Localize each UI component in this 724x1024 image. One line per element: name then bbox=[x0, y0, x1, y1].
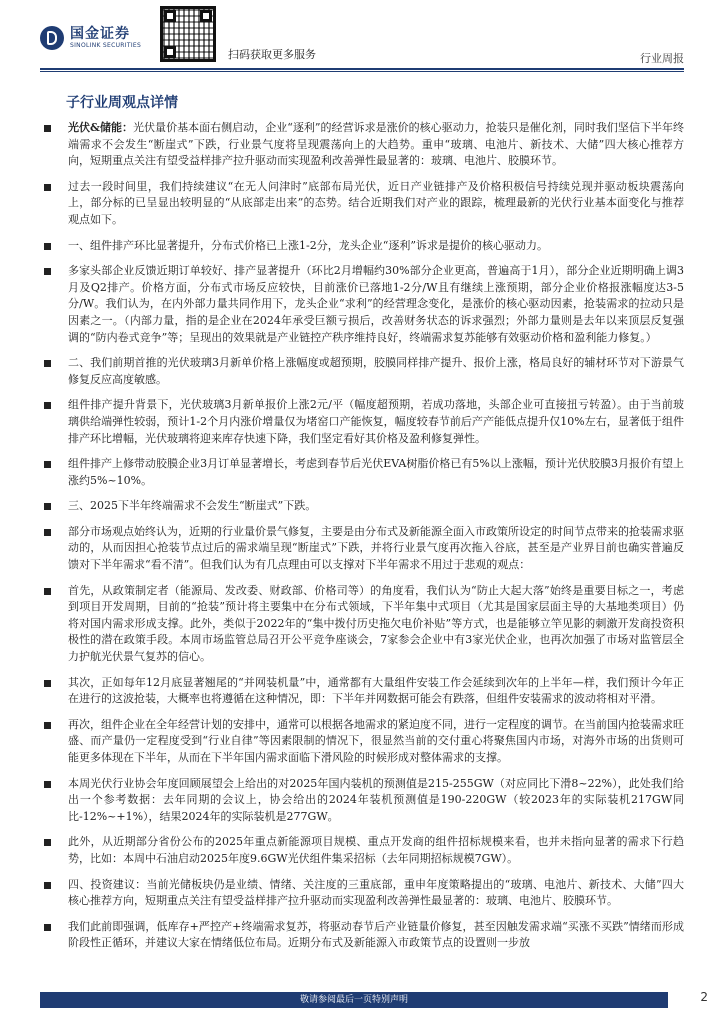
bullet-icon bbox=[44, 268, 51, 275]
bullet-icon bbox=[44, 529, 51, 536]
bullet-icon bbox=[44, 680, 51, 687]
paragraph bbox=[44, 583, 684, 666]
paragraph-text: 部分市场观点始终认为，近期的行业量价景气修复，主要是由分布式及新能源全面入市政策所设定的时间节点带来的抢装需求驱动的，从而因担心抢装节点过后的需求端呈现“断崖式”下跌，并将行业景气度再次拖入谷底，甚至是产业界目前也确实普遍反馈对下半年需求“看不清”。但我们认为有几点理由可以支撑对下半年需求不用过于悲观的观点： bbox=[68, 524, 684, 572]
bullet-icon bbox=[44, 924, 51, 931]
paragraph-lead: 光伏&储能： bbox=[68, 121, 134, 134]
bullet-icon bbox=[44, 184, 51, 191]
paragraph bbox=[44, 397, 684, 447]
qr-code-icon bbox=[160, 6, 216, 62]
paragraph bbox=[44, 524, 684, 574]
paragraph bbox=[44, 834, 684, 867]
paragraph bbox=[44, 877, 684, 910]
paragraph-text: 组件排产提升背景下，光伏玻璃3月新单报价上涨2元/平（幅度超预期，若成功落地，头部企业可直接扭亏转盈）。由于当前玻璃供给端弹性较弱，预计1-2个月内涨价增量仅为堵窑口产能恢复，幅度较春节前后产产能低点提升仅10%左右，显著低于组件排产环比增幅，光伏玻璃将迎来库存快速下降，我们坚定看好其价格及盈利修复弹性。 bbox=[68, 398, 684, 445]
paragraph-text: 二、我们前期首推的光伏玻璃3月新单价格上涨幅度或超预期，胶膜同样排产提升、报价上涨，格局良好的辅材环节对下游景气修复反应高度敏感。 bbox=[68, 356, 684, 386]
paragraph-text: 多家头部企业反馈近期订单较好、排产显著提升（环比2月增幅约30%部分企业更高，普遍高于1月），部分企业近期明确上调3月及Q2排产。价格方面，分布式市场反应较快，目前涨价已落地1-2分/W且有继续上涨预期，部分企业价格报涨幅度达3-5分/W。我们认为，在内外部力量共同作用下，龙头企业“求利”的经营理念变化，是涨价的核心驱动因素，抢装需求的拉动只是因素之一。（内部力量，指的是企业在2024年承受巨额亏损后，改善财务状态的诉求强烈；外部力量则是去年以来顶层反复强调的“防内卷式竞争”等；呈现出的效果就是产业链控产秩序维持良好，终端需求复苏能够有效驱动价格和盈利能力修复。） bbox=[68, 264, 684, 344]
paragraph-text: 此外，从近期部分省份公布的2025年重点新能源项目规模、重点开发商的组件招标规模来看，也并未指向显著的需求下行趋势，比如：本周中石油启动2025年度9.6GW光伏组件集采招标（去年同期招标规模7GW）。 bbox=[68, 835, 684, 865]
bullet-icon bbox=[44, 402, 51, 409]
paragraph-text: 光伏量价基本面右侧启动，企业“逐利”的经营诉求是涨价的核心驱动力，抢装只是催化剂，同时我们坚信下半年终端需求不会发生“断崖式”下跌，行业景气度将呈现震荡向上的大趋势。重申“玻璃、电池片、新技术、大储”四大核心推荐方向，短期重点关注有望受益样排产拉升驱动而实现盈利改善弹性最显著的：玻璃、电池片、胶膜环节。 bbox=[68, 121, 685, 168]
logo-text-en: SINOLINK SECURITIES bbox=[70, 42, 142, 49]
paragraph bbox=[44, 355, 684, 388]
paragraph bbox=[44, 919, 684, 952]
bullet-icon bbox=[44, 243, 51, 250]
paragraph bbox=[44, 120, 684, 170]
bullet-icon bbox=[44, 360, 51, 367]
page-footer bbox=[0, 990, 724, 1024]
bullet-icon bbox=[44, 588, 51, 595]
paragraph-text: 首先，从政策制定者（能源局、发改委、财政部、价格司等）的角度看，我们认为“防止大起大落”始终是重要目标之一，考虑到项目开发周期，目前的“抢装”预计将主要集中在分布式领域，下半年集中式项目（尤其是国家层面主导的大基地类项目）仍将对国内需求形成支撑。此外，类似于2022年的“集中拨付历史拖欠电价补贴”等方式，也是能够立竿见影的刺激开发商投资积极性的潜在政策手段。本周市场监管总局召开公平竞争座谈会，7家参会企业中有3家光伏企业，也再次加强了市场对监管层全力护航光伏景气复苏的信心。 bbox=[68, 583, 684, 664]
logo-text-cn: 国金证券 bbox=[70, 26, 130, 42]
footer-disclaimer: 敬请参阅最后一页特别声明 bbox=[40, 992, 668, 1008]
paragraph-text: 过去一段时间里，我们持续建议“在无人问津时”底部布局光伏，近日产业链排产及价格积极信号持续兑现并驱动板块震荡向上，部分标的已呈显出较明显的“从底部走出来”的态势。结合近期我们对产业的跟踪，梳理最新的光伏行业基本面变化与推荐观点如下。 bbox=[68, 179, 684, 226]
paragraph bbox=[44, 498, 684, 515]
paragraph-text: 我们此前即强调，低库存+严控产+终端需求复苏，将驱动春节后产业链量价修复，甚至因触发需求端“买涨不买跌”情绪而形成阶段性正循环，并建议大家在情绪低位布局。近期分布式及新能源入市政策节点的设置则一步放 bbox=[68, 919, 684, 950]
scan-prompt: 扫码获取更多服务 bbox=[228, 48, 316, 61]
paragraph bbox=[44, 675, 684, 708]
bullet-icon bbox=[44, 125, 51, 132]
bullet-icon bbox=[44, 461, 51, 468]
paragraph bbox=[44, 776, 684, 826]
bullet-icon bbox=[44, 781, 51, 788]
paragraph bbox=[44, 179, 684, 229]
header-divider bbox=[40, 68, 684, 70]
bullet-icon bbox=[44, 839, 51, 846]
paragraph-text: 一、组件排产环比显著提升，分布式价格已上涨1-2分，龙头企业“逐利”诉求是提价的核心驱动力。 bbox=[68, 238, 548, 252]
paragraph-text: 本周光伏行业协会年度回顾展望会上给出的对2025年国内装机的预测值是215-255GW（对应同比下滑8~22%），此处我们给出一个参考数据：去年同期的会议上，协会给出的2024年装机预测值是190-220GW（较2023年的实际装机217GW同比-12%~+1%），结果2024年的实际装机是277GW。 bbox=[68, 776, 684, 823]
report-type-label: 行业周报 bbox=[640, 52, 684, 65]
company-logo bbox=[40, 26, 141, 50]
bullet-icon bbox=[44, 722, 51, 729]
page-header bbox=[0, 0, 724, 70]
paragraph bbox=[44, 456, 684, 489]
bullet-icon bbox=[44, 503, 51, 510]
paragraph bbox=[44, 238, 684, 255]
paragraph-text: 四、投资建议：当前光储板块仍是业绩、情绪、关注度的三重底部，重申年度策略提出的“玻璃、电池片、新技术、大储”四大核心推荐方向，短期重点关注有望受益样排产拉升驱动而实现盈利改善弹性最显著的：玻璃、电池片、胶膜环节。 bbox=[68, 877, 684, 908]
paragraph-text: 再次，组件企业在全年经营计划的安排中，通常可以根据各地需求的紧迫度不同，进行一定程度的调节。在当前国内抢装需求旺盛、而产量仍一定程度受到“行业自律”等因素限制的情况下，很显然当前的交付重心将聚焦国内市场，对海外市场的出货则可能更多体现在下半年，从而在下半年国内需求面临下滑风险的时候形成对整体需求的支撑。 bbox=[68, 717, 684, 764]
paragraph bbox=[44, 717, 684, 767]
paragraph-text: 三、2025下半年终端需求不会发生“断崖式”下跌。 bbox=[68, 499, 317, 513]
section-title: 子行业周观点详情 bbox=[66, 95, 178, 111]
header-divider-thin bbox=[40, 71, 684, 72]
paragraph-text: 其次，正如每年12月底显著翘尾的“并网装机量”中，通常都有大量组件安装工作会延续到次年的上半年—样，我们预计今年正在进行的这波抢装，大概率也将遵循在这种情况，即：下半年并网数据可能会有跌落，但组件安装需求的波动将相对平滑。 bbox=[68, 675, 684, 706]
paragraph bbox=[44, 263, 684, 346]
paragraph-text: 组件排产上修带动胶膜企业3月订单显著增长，考虑到春节后光伏EVA树脂价格已有5%以上涨幅，预计光伏胶膜3月报价有望上涨约5%~10%。 bbox=[68, 457, 684, 487]
main-content bbox=[44, 120, 684, 961]
sinolink-logo-icon bbox=[40, 26, 64, 50]
bullet-icon bbox=[44, 882, 51, 889]
page-number: 2 bbox=[700, 990, 708, 1004]
